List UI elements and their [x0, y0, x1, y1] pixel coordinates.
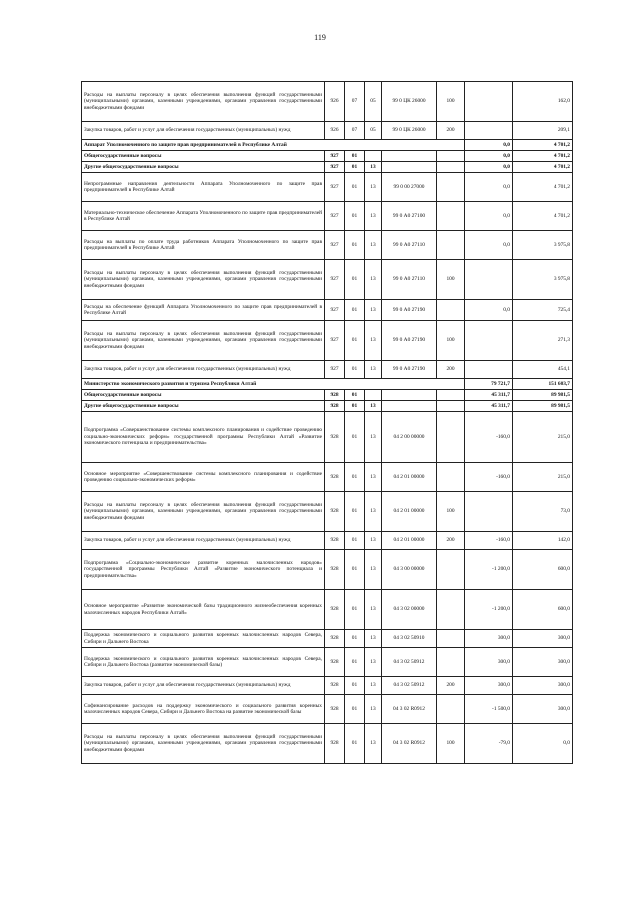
target-article-code: 04 2 01 00000	[382, 532, 437, 550]
row-description: Другие общегосударственные вопросы	[82, 401, 325, 412]
target-article-code	[382, 162, 437, 173]
row-description: Подпрограмма «Совершенствование системы комплексного планирования и содействие проведению социально-экономических реформ» государственной программы Республики Алтай «Развитие экономического потенциала и предпринимательства»	[82, 412, 325, 463]
row-description: Расходы на обеспечение функций Аппарата Уполномоченного по защите прав предпринимателей в Республике Алтай	[82, 300, 325, 321]
row-description: Непрограммные направления деятельности Аппарата Уполномоченного по защите прав предпринимателей в Республике Алтай	[82, 173, 325, 202]
amount-total: 3 975,8	[513, 231, 573, 260]
row-description: Расходы на выплаты персоналу в целях обеспечения выполнения функций государственными (муниципальными) органами, казенными учреждениями, органами управления государственными внебюджетными фондами	[82, 724, 325, 764]
amount-change: 300,0	[465, 648, 513, 677]
row-description: Закупка товаров, работ и услуг для обеспечения государственных (муниципальных) нужд	[82, 361, 325, 379]
section-code: 01	[345, 151, 365, 162]
subsection-code: 13	[365, 492, 382, 532]
ministry-row	[82, 379, 573, 390]
subsection-code: 13	[365, 532, 382, 550]
section-row	[82, 162, 573, 173]
section-code: 01	[345, 231, 365, 260]
table-row	[82, 630, 573, 648]
amount-total: 151 603,7	[513, 379, 573, 390]
amount-change	[465, 82, 513, 122]
amount-change: -160,0	[465, 463, 513, 492]
amount-total: 4 701,2	[513, 162, 573, 173]
amount-total: 89 981,5	[513, 401, 573, 412]
target-article-code: 99 0 ЦК 26000	[382, 122, 437, 140]
ved-code: 927	[325, 231, 345, 260]
expense-type-code: 200	[437, 122, 465, 140]
amount-total: 209,1	[513, 122, 573, 140]
target-article-code: 04 3 02 50910	[382, 630, 437, 648]
amount-total: 73,0	[513, 492, 573, 532]
subsection-code: 13	[365, 648, 382, 677]
subsection-code	[365, 151, 382, 162]
table-row	[82, 260, 573, 300]
section-code: 01	[345, 550, 365, 590]
section-code: 01	[345, 630, 365, 648]
subsection-code: 13	[365, 695, 382, 724]
amount-total: 142,0	[513, 532, 573, 550]
table-row	[82, 532, 573, 550]
amount-change	[465, 260, 513, 300]
section-code: 01	[345, 173, 365, 202]
ved-code: 928	[325, 695, 345, 724]
table-row	[82, 463, 573, 492]
subsection-code: 13	[365, 231, 382, 260]
ved-code: 928	[325, 412, 345, 463]
ved-code: 928	[325, 677, 345, 695]
amount-total: 0,0	[513, 724, 573, 764]
amount-change	[465, 492, 513, 532]
section-code: 01	[345, 162, 365, 173]
expense-type-code: 100	[437, 260, 465, 300]
section-code: 01	[345, 648, 365, 677]
row-description: Поддержка экономического и социального развития коренных малочисленных народов Севера, Сибири и Дальнего Востока (развитие экономической базы)	[82, 648, 325, 677]
subsection-code: 13	[365, 463, 382, 492]
table-row	[82, 412, 573, 463]
section-code: 01	[345, 463, 365, 492]
target-article-code: 04 2 00 00000	[382, 412, 437, 463]
amount-change: -160,0	[465, 532, 513, 550]
amount-change: 0,0	[465, 231, 513, 260]
row-description: Основное мероприятие «Развитие экономической базы традиционного жизнеобеспечения коренных малочисленных народов Республики Алтай»	[82, 590, 325, 630]
section-row	[82, 151, 573, 162]
expense-type-code	[437, 412, 465, 463]
section-code: 01	[345, 321, 365, 361]
ved-code: 927	[325, 202, 345, 231]
ved-code: 928	[325, 492, 345, 532]
subsection-code: 13	[365, 550, 382, 590]
target-article-code: 99 0 А0 27190	[382, 321, 437, 361]
amount-change: -160,0	[465, 412, 513, 463]
amount-change: 0,0	[465, 173, 513, 202]
expense-type-code	[437, 162, 465, 173]
subsection-code: 13	[365, 412, 382, 463]
amount-change: 0,0	[465, 162, 513, 173]
amount-total: 600,0	[513, 550, 573, 590]
ved-code: 928	[325, 390, 345, 401]
section-row	[82, 401, 573, 412]
table-row	[82, 82, 573, 122]
ved-code: 928	[325, 630, 345, 648]
section-code: 01	[345, 202, 365, 231]
row-description: Закупка товаров, работ и услуг для обеспечения государственных (муниципальных) нужд	[82, 122, 325, 140]
expense-type-code	[437, 550, 465, 590]
page-number: 119	[314, 33, 326, 42]
row-description: Расходы на выплаты персоналу в целях обеспечения выполнения функций государственными (муниципальными) органами, казенными учреждениями, органами управления государственными внебюджетными фондами	[82, 321, 325, 361]
row-description: Общегосударственные вопросы	[82, 390, 325, 401]
row-description: Расходы на выплаты персоналу в целях обеспечения выполнения функций государственными (муниципальными) органами, казенными учреждениями, органами управления государственными внебюджетными фондами	[82, 492, 325, 532]
target-article-code	[382, 390, 437, 401]
row-description: Основное мероприятие «Совершенствование системы комплексного планирования и содействие проведению социально-экономических реформ»	[82, 463, 325, 492]
row-description: Закупка товаров, работ и услуг для обеспечения государственных (муниципальных) нужд	[82, 677, 325, 695]
amount-total: 215,0	[513, 463, 573, 492]
table-row	[82, 361, 573, 379]
target-article-code: 04 3 02 00000	[382, 590, 437, 630]
amount-total: 215,0	[513, 412, 573, 463]
budget-table	[81, 81, 573, 764]
subsection-code: 13	[365, 173, 382, 202]
subsection-code: 13	[365, 361, 382, 379]
budget-table-body	[82, 82, 573, 764]
target-article-code: 04 3 02 50912	[382, 677, 437, 695]
ved-code: 928	[325, 532, 345, 550]
row-description: Министерство экономического развития и туризма Республики Алтай	[82, 379, 465, 390]
row-description: Аппарат Уполномоченного по защите прав предпринимателей в Республике Алтай	[82, 140, 465, 151]
amount-change: -79,0	[465, 724, 513, 764]
subsection-code: 13	[365, 162, 382, 173]
expense-type-code: 200	[437, 532, 465, 550]
section-code: 01	[345, 590, 365, 630]
row-description: Расходы на выплаты по оплате труда работников Аппарата Уполномоченного по защите прав предпринимателей в Республике Алтай	[82, 231, 325, 260]
amount-change	[465, 361, 513, 379]
expense-type-code	[437, 300, 465, 321]
expense-type-code: 100	[437, 321, 465, 361]
subsection-code	[365, 390, 382, 401]
amount-change	[465, 321, 513, 361]
section-code: 01	[345, 361, 365, 379]
amount-change: 45 311,7	[465, 390, 513, 401]
table-row	[82, 550, 573, 590]
expense-type-code	[437, 590, 465, 630]
amount-total: 300,0	[513, 648, 573, 677]
row-description: Подпрограмма «Социально-экономическое развитие коренных малочисленных народов» государственной программы Республики Алтай «Развитие экономического потенциала и предпринимательства»	[82, 550, 325, 590]
table-row	[82, 173, 573, 202]
section-code: 01	[345, 677, 365, 695]
ved-code: 928	[325, 590, 345, 630]
section-row	[82, 390, 573, 401]
target-article-code: 99 0 А0 27110	[382, 231, 437, 260]
row-description: Общегосударственные вопросы	[82, 151, 325, 162]
table-row	[82, 231, 573, 260]
row-description: Закупка товаров, работ и услуг для обеспечения государственных (муниципальных) нужд	[82, 532, 325, 550]
amount-total: 4 701,2	[513, 202, 573, 231]
ved-code: 928	[325, 724, 345, 764]
table-row	[82, 677, 573, 695]
section-code: 07	[345, 82, 365, 122]
ved-code: 927	[325, 173, 345, 202]
expense-type-code: 100	[437, 82, 465, 122]
amount-change: 79 721,7	[465, 379, 513, 390]
table-row	[82, 724, 573, 764]
ved-code: 927	[325, 260, 345, 300]
amount-change: -1 200,0	[465, 550, 513, 590]
amount-total: 4 701,2	[513, 151, 573, 162]
ved-code: 927	[325, 151, 345, 162]
table-row	[82, 590, 573, 630]
table-row	[82, 202, 573, 231]
amount-total: 4 701,2	[513, 173, 573, 202]
amount-total: 725,4	[513, 300, 573, 321]
expense-type-code	[437, 648, 465, 677]
section-code: 01	[345, 390, 365, 401]
amount-total: 600,0	[513, 590, 573, 630]
amount-change: 0,0	[465, 151, 513, 162]
subsection-code: 13	[365, 590, 382, 630]
row-description: Расходы на выплаты персоналу в целях обеспечения выполнения функций государственными (муниципальными) органами, казенными учреждениями, органами управления государственными внебюджетными фондами	[82, 260, 325, 300]
section-code: 01	[345, 724, 365, 764]
ved-code: 928	[325, 401, 345, 412]
target-article-code: 04 2 01 00000	[382, 492, 437, 532]
expense-type-code: 100	[437, 492, 465, 532]
table-row	[82, 321, 573, 361]
ved-code: 926	[325, 122, 345, 140]
amount-total: 300,0	[513, 695, 573, 724]
ved-code: 927	[325, 162, 345, 173]
target-article-code	[382, 401, 437, 412]
expense-type-code	[437, 231, 465, 260]
amount-change: 0,0	[465, 140, 513, 151]
subsection-code: 13	[365, 677, 382, 695]
expense-type-code: 200	[437, 361, 465, 379]
expense-type-code: 200	[437, 677, 465, 695]
target-article-code: 99 0 ЦК 26000	[382, 82, 437, 122]
row-description: Софинансирование расходов на поддержку экономического и социального развития коренных малочисленных народов Севера, Сибири и Дальнего Востока на развитие экономической базы	[82, 695, 325, 724]
ved-code: 926	[325, 82, 345, 122]
expense-type-code	[437, 401, 465, 412]
section-code: 01	[345, 412, 365, 463]
expense-type-code	[437, 202, 465, 231]
section-code: 01	[345, 695, 365, 724]
expense-type-code	[437, 173, 465, 202]
subsection-code: 13	[365, 202, 382, 231]
subsection-code: 13	[365, 321, 382, 361]
subsection-code: 13	[365, 300, 382, 321]
amount-change: 300,0	[465, 677, 513, 695]
amount-total: 454,1	[513, 361, 573, 379]
row-description: Поддержка экономического и социального развития коренных малочисленных народов Севера, Сибири и Дальнего Востока	[82, 630, 325, 648]
target-article-code: 04 3 02 R0912	[382, 695, 437, 724]
ved-code: 927	[325, 321, 345, 361]
amount-change: 0,0	[465, 202, 513, 231]
amount-total: 3 975,8	[513, 260, 573, 300]
amount-change	[465, 122, 513, 140]
table-row	[82, 492, 573, 532]
target-article-code	[382, 151, 437, 162]
table-row	[82, 122, 573, 140]
row-description: Расходы на выплаты персоналу в целях обеспечения выполнения функций государственными (муниципальными) органами, казенными учреждениями, органами управления государственными внебюджетными фондами	[82, 82, 325, 122]
amount-change: -1 200,0	[465, 590, 513, 630]
expense-type-code	[437, 463, 465, 492]
row-description: Материально-техническое обеспечение Аппарата Уполномоченного по защите прав предпринимателей в Республике Алтай	[82, 202, 325, 231]
target-article-code: 04 3 00 00000	[382, 550, 437, 590]
subsection-code: 13	[365, 630, 382, 648]
amount-total: 4 701,2	[513, 140, 573, 151]
amount-change: 45 311,7	[465, 401, 513, 412]
table-row	[82, 648, 573, 677]
amount-total: 89 981,5	[513, 390, 573, 401]
expense-type-code	[437, 630, 465, 648]
expense-type-code	[437, 695, 465, 724]
amount-change: 300,0	[465, 630, 513, 648]
ved-code: 927	[325, 300, 345, 321]
table-row	[82, 300, 573, 321]
section-code: 01	[345, 260, 365, 300]
amount-total: 300,0	[513, 630, 573, 648]
target-article-code: 99 0 00 27000	[382, 173, 437, 202]
target-article-code: 04 3 02 50912	[382, 648, 437, 677]
section-code: 07	[345, 122, 365, 140]
subsection-code: 05	[365, 82, 382, 122]
amount-total: 271,3	[513, 321, 573, 361]
target-article-code: 99 0 А0 27110	[382, 260, 437, 300]
amount-change: -1 500,0	[465, 695, 513, 724]
section-code: 01	[345, 492, 365, 532]
ved-code: 927	[325, 361, 345, 379]
table-row	[82, 695, 573, 724]
subsection-code: 05	[365, 122, 382, 140]
target-article-code: 99 0 А0 27100	[382, 202, 437, 231]
row-description: Другие общегосударственные вопросы	[82, 162, 325, 173]
section-code: 01	[345, 532, 365, 550]
expense-type-code: 100	[437, 724, 465, 764]
ved-code: 928	[325, 463, 345, 492]
ved-code: 928	[325, 550, 345, 590]
section-code: 01	[345, 401, 365, 412]
target-article-code: 99 0 А0 27190	[382, 300, 437, 321]
target-article-code: 99 0 А0 27190	[382, 361, 437, 379]
subsection-code: 13	[365, 724, 382, 764]
amount-total: 162,0	[513, 82, 573, 122]
expense-type-code	[437, 390, 465, 401]
section-code: 01	[345, 300, 365, 321]
expense-type-code	[437, 151, 465, 162]
target-article-code: 04 2 01 00000	[382, 463, 437, 492]
amount-change: 0,0	[465, 300, 513, 321]
subsection-code: 13	[365, 260, 382, 300]
subsection-code: 13	[365, 401, 382, 412]
amount-total: 300,0	[513, 677, 573, 695]
ministry-row	[82, 140, 573, 151]
target-article-code: 04 3 02 R0912	[382, 724, 437, 764]
ved-code: 928	[325, 648, 345, 677]
